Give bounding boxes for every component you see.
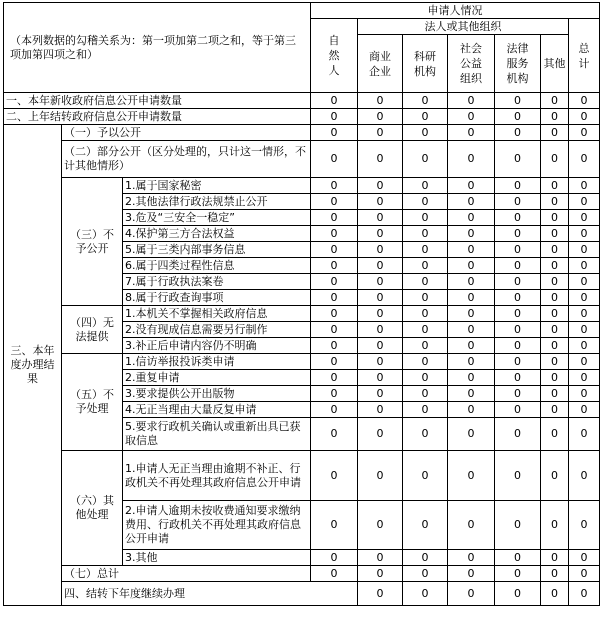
cell-value: 0	[448, 306, 495, 322]
cell-value: 0	[448, 93, 495, 109]
cell-value: 0	[358, 93, 403, 109]
cell-value: 0	[403, 178, 448, 194]
cell-value: 0	[311, 418, 358, 451]
cell-value: 0	[403, 550, 448, 566]
cell-value: 0	[495, 354, 541, 370]
cell-value: 0	[311, 354, 358, 370]
item-label: 2.申请人逾期未按收费通知要求缴纳费用、行政机关不再处理其政府信息公开申请	[123, 501, 311, 550]
cell-value: 0	[495, 338, 541, 354]
cell-value: 0	[495, 210, 541, 226]
cell-value: 0	[311, 258, 358, 274]
cell-value: 0	[495, 258, 541, 274]
cell-value: 0	[541, 550, 569, 566]
cell-value: 0	[569, 501, 600, 550]
cell-value: 0	[358, 226, 403, 242]
cell-value: 0	[495, 194, 541, 210]
cell-value: 0	[358, 178, 403, 194]
cell-value: 0	[358, 354, 403, 370]
cell-value: 0	[403, 194, 448, 210]
cell-value: 0	[495, 550, 541, 566]
cell-value: 0	[569, 109, 600, 125]
cell-value: 0	[448, 125, 495, 141]
cell-value: 0	[448, 338, 495, 354]
cell-value: 0	[358, 370, 403, 386]
cell-value: 0	[448, 386, 495, 402]
cell-value: 0	[495, 125, 541, 141]
item-label: 8.属于行政查询事项	[123, 290, 311, 306]
cell-value: 0	[403, 370, 448, 386]
cell-value: 0	[541, 274, 569, 290]
cell-value: 0	[403, 354, 448, 370]
cell-value: 0	[448, 274, 495, 290]
item-label: 1.本机关不掌握相关政府信息	[123, 306, 311, 322]
cell-value: 0	[541, 242, 569, 258]
cell-value: 0	[541, 290, 569, 306]
cell-value: 0	[311, 93, 358, 109]
cell-value: 0	[358, 501, 403, 550]
cell-value: 0	[448, 178, 495, 194]
cell-value: 0	[358, 418, 403, 451]
item-label: 4.无正当理由大量反复申请	[123, 402, 311, 418]
cell-value: 0	[358, 402, 403, 418]
group-label-g2: （二）部分公开（区分处理的，只计这一情形，不计其他情形）	[62, 141, 311, 178]
cell-value: 0	[495, 226, 541, 242]
disclosure-statistics-table	[3, 2, 600, 606]
cell-value: 0	[403, 501, 448, 550]
group-label-g7: （七）总计	[62, 566, 311, 582]
cell-value: 0	[495, 290, 541, 306]
group-label-g1: （一）予以公开	[62, 125, 311, 141]
item-label: 3.危及“三安全一稳定”	[123, 210, 311, 226]
cell-value: 0	[311, 566, 358, 582]
cell-value: 0	[403, 386, 448, 402]
cell-value: 0	[311, 226, 358, 242]
cell-value: 0	[569, 178, 600, 194]
cell-value: 0	[403, 210, 448, 226]
cell-value: 0	[569, 451, 600, 501]
cell-value: 0	[541, 306, 569, 322]
item-label: 1.属于国家秘密	[123, 178, 311, 194]
cell-value: 0	[311, 550, 358, 566]
cell-value: 0	[403, 141, 448, 178]
item-label: 4.保护第三方合法权益	[123, 226, 311, 242]
cell-value: 0	[358, 290, 403, 306]
cell-value: 0	[495, 418, 541, 451]
cell-value: 0	[541, 370, 569, 386]
cell-value: 0	[569, 274, 600, 290]
cell-value: 0	[569, 258, 600, 274]
cell-value: 0	[311, 109, 358, 125]
cell-value: 0	[358, 582, 403, 606]
cell-value: 0	[495, 402, 541, 418]
cell-value: 0	[403, 242, 448, 258]
cell-value: 0	[541, 582, 569, 606]
item-label: 2.重复申请	[123, 370, 311, 386]
cell-value: 0	[358, 258, 403, 274]
cell-value: 0	[569, 194, 600, 210]
cell-value: 0	[311, 274, 358, 290]
cell-value: 0	[311, 322, 358, 338]
header-other: 其他	[541, 35, 569, 93]
cell-value: 0	[569, 322, 600, 338]
cell-value: 0	[448, 550, 495, 566]
cell-value: 0	[541, 93, 569, 109]
cell-value: 0	[495, 370, 541, 386]
cell-value: 0	[569, 386, 600, 402]
item-label: 5.属于三类内部事务信息	[123, 242, 311, 258]
cell-value: 0	[311, 125, 358, 141]
item-label: 2.没有现成信息需要另行制作	[123, 322, 311, 338]
group-label-g6: （六）其他处理	[62, 451, 123, 566]
cell-value: 0	[311, 178, 358, 194]
cell-value: 0	[403, 290, 448, 306]
item-label: 3.要求提供公开出版物	[123, 386, 311, 402]
cell-value: 0	[403, 402, 448, 418]
cell-value: 0	[403, 226, 448, 242]
cell-value: 0	[541, 141, 569, 178]
cell-value: 0	[448, 451, 495, 501]
cell-value: 0	[541, 451, 569, 501]
item-label: 5.要求行政机关确认或重新出具已获取信息	[123, 418, 311, 451]
item-label: 7.属于行政执法案卷	[123, 274, 311, 290]
cell-value: 0	[495, 93, 541, 109]
cell-value: 0	[311, 338, 358, 354]
cell-value: 0	[358, 338, 403, 354]
cell-value: 0	[569, 338, 600, 354]
cell-value: 0	[569, 370, 600, 386]
cell-value: 0	[495, 242, 541, 258]
cell-value: 0	[358, 194, 403, 210]
cell-value: 0	[541, 194, 569, 210]
cell-value: 0	[358, 274, 403, 290]
cell-value: 0	[311, 451, 358, 501]
cell-value: 0	[495, 322, 541, 338]
cell-value: 0	[541, 226, 569, 242]
header-legal-entities: 法人或其他组织	[358, 19, 569, 35]
header-natural-person: 自然人	[311, 19, 358, 93]
cell-value: 0	[403, 418, 448, 451]
cell-value: 0	[448, 582, 495, 606]
cell-value: 0	[541, 386, 569, 402]
item-label: 1.信访举报投诉类申请	[123, 354, 311, 370]
cell-value: 0	[358, 550, 403, 566]
item-label: 2.其他法律行政法规禁止公开	[123, 194, 311, 210]
cell-value: 0	[541, 402, 569, 418]
cell-value: 0	[448, 566, 495, 582]
cell-value: 0	[311, 402, 358, 418]
cell-value: 0	[448, 242, 495, 258]
row-label-s2: 二、上年结转政府信息公开申请数量	[4, 109, 311, 125]
row-label-s4: 四、结转下年度继续办理	[62, 582, 358, 606]
cell-value: 0	[448, 501, 495, 550]
cell-value: 0	[311, 210, 358, 226]
header-social: 社会公益组织	[448, 35, 495, 93]
cell-value: 0	[358, 109, 403, 125]
cell-value: 0	[541, 566, 569, 582]
header-note: （本列数据的勾稽关系为：第一项加第二项之和，等于第三项加第四项之和）	[4, 3, 311, 93]
cell-value: 0	[495, 306, 541, 322]
cell-value: 0	[403, 306, 448, 322]
cell-value: 0	[403, 338, 448, 354]
cell-value: 0	[448, 258, 495, 274]
cell-value: 0	[569, 402, 600, 418]
cell-value: 0	[448, 109, 495, 125]
cell-value: 0	[569, 125, 600, 141]
cell-value: 0	[448, 402, 495, 418]
cell-value: 0	[569, 290, 600, 306]
cell-value: 0	[311, 386, 358, 402]
cell-value: 0	[448, 226, 495, 242]
cell-value: 0	[358, 242, 403, 258]
header-commercial: 商业企业	[358, 35, 403, 93]
cell-value: 0	[569, 354, 600, 370]
cell-value: 0	[358, 210, 403, 226]
cell-value: 0	[569, 226, 600, 242]
row-label-s3: 三、本年度办理结果	[4, 125, 62, 606]
cell-value: 0	[403, 125, 448, 141]
cell-value: 0	[569, 141, 600, 178]
cell-value: 0	[495, 566, 541, 582]
cell-value: 0	[358, 306, 403, 322]
cell-value: 0	[448, 194, 495, 210]
cell-value: 0	[541, 210, 569, 226]
cell-value: 0	[358, 322, 403, 338]
cell-value: 0	[403, 566, 448, 582]
cell-value: 0	[541, 501, 569, 550]
cell-value: 0	[569, 210, 600, 226]
cell-value: 0	[403, 322, 448, 338]
header-legal-service: 法律服务机构	[495, 35, 541, 93]
cell-value: 0	[541, 418, 569, 451]
cell-value: 0	[358, 566, 403, 582]
cell-value: 0	[541, 322, 569, 338]
item-label: 3.其他	[123, 550, 311, 566]
header-total: 总计	[569, 19, 600, 93]
cell-value: 0	[569, 550, 600, 566]
cell-value: 0	[403, 109, 448, 125]
cell-value: 0	[569, 566, 600, 582]
group-label-g5: （五）不予处理	[62, 354, 123, 451]
cell-value: 0	[311, 501, 358, 550]
cell-value: 0	[495, 386, 541, 402]
cell-value: 0	[403, 274, 448, 290]
cell-value: 0	[495, 141, 541, 178]
cell-value: 0	[541, 354, 569, 370]
cell-value: 0	[541, 109, 569, 125]
cell-value: 0	[403, 582, 448, 606]
item-label: 6.属于四类过程性信息	[123, 258, 311, 274]
cell-value: 0	[448, 290, 495, 306]
cell-value: 0	[311, 290, 358, 306]
cell-value: 0	[448, 418, 495, 451]
cell-value: 0	[495, 451, 541, 501]
cell-value: 0	[311, 306, 358, 322]
row-label-s1: 一、本年新收政府信息公开申请数量	[4, 93, 311, 109]
item-label: 3.补正后申请内容仍不明确	[123, 338, 311, 354]
cell-value: 0	[448, 370, 495, 386]
cell-value: 0	[495, 274, 541, 290]
cell-value: 0	[541, 258, 569, 274]
cell-value: 0	[448, 354, 495, 370]
cell-value: 0	[403, 258, 448, 274]
cell-value: 0	[358, 386, 403, 402]
cell-value: 0	[311, 194, 358, 210]
group-label-g4: （四）无法提供	[62, 306, 123, 354]
cell-value: 0	[541, 338, 569, 354]
cell-value: 0	[358, 451, 403, 501]
cell-value: 0	[358, 125, 403, 141]
cell-value: 0	[569, 582, 600, 606]
cell-value: 0	[403, 93, 448, 109]
cell-value: 0	[495, 178, 541, 194]
cell-value: 0	[495, 582, 541, 606]
cell-value: 0	[311, 370, 358, 386]
cell-value: 0	[403, 451, 448, 501]
cell-value: 0	[569, 418, 600, 451]
cell-value: 0	[495, 109, 541, 125]
cell-value: 0	[541, 178, 569, 194]
cell-value: 0	[448, 322, 495, 338]
cell-value: 0	[311, 141, 358, 178]
cell-value: 0	[541, 125, 569, 141]
cell-value: 0	[448, 141, 495, 178]
cell-value: 0	[358, 141, 403, 178]
header-applicant-info: 申请人情况	[311, 3, 600, 19]
cell-value: 0	[495, 501, 541, 550]
cell-value: 0	[569, 93, 600, 109]
item-label: 1.申请人无正当理由逾期不补正、行政机关不再处理其政府信息公开申请	[123, 451, 311, 501]
group-label-g3: （三）不予公开	[62, 178, 123, 306]
header-research: 科研机构	[403, 35, 448, 93]
cell-value: 0	[448, 210, 495, 226]
cell-value: 0	[569, 242, 600, 258]
cell-value: 0	[311, 242, 358, 258]
cell-value: 0	[569, 306, 600, 322]
